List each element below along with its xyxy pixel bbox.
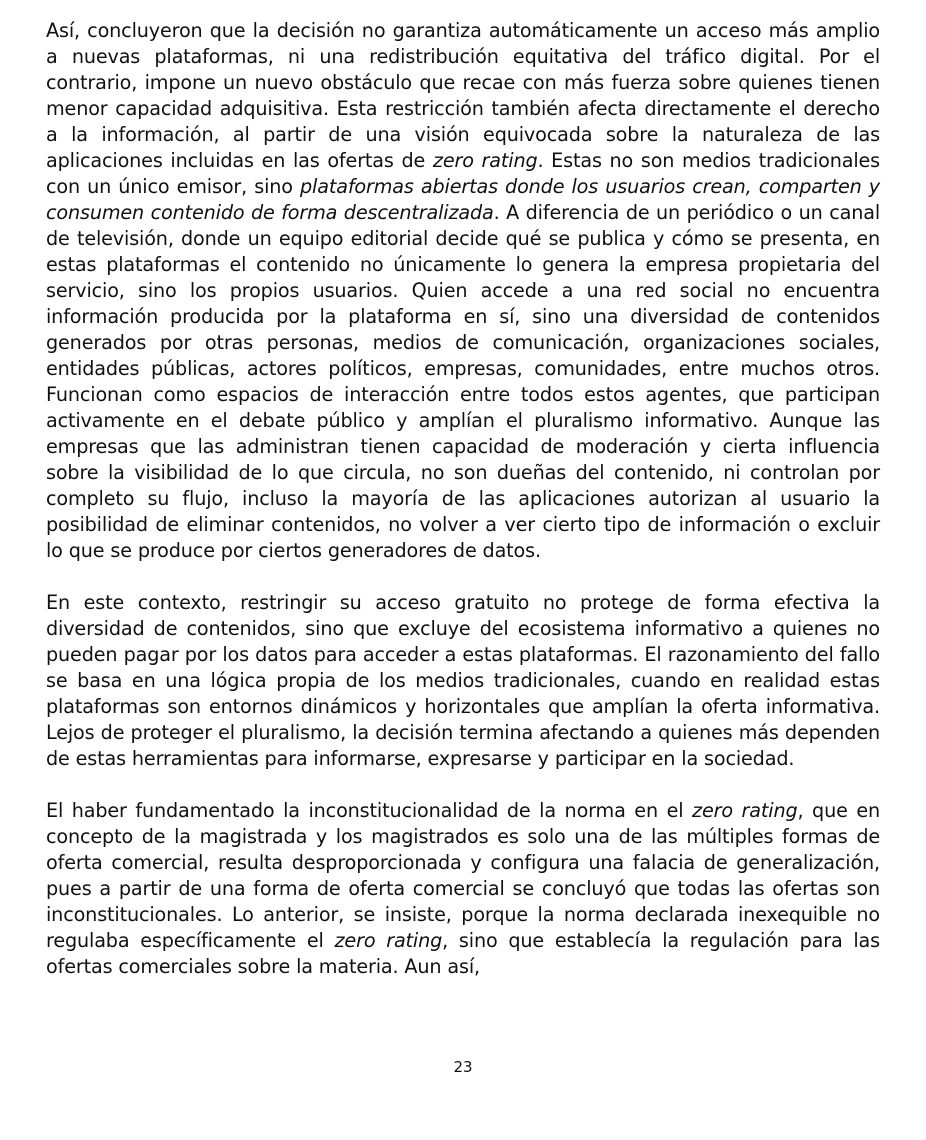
italic-phrase: plataformas abiertas donde los usuarios crean, comparten y consumen contenido de forma descentralizada xyxy=(46,175,880,224)
text-segment: . Estas no son medios tradicionales con un único emisor, sino xyxy=(46,149,881,198)
text-segment: En este contexto, restringir su acceso gratuito no protege de forma efectiva la diversidad de contenidos, sino que excluye del ecosistema informativo a quienes no pueden pagar por los datos para acceder a estas plataformas. El razonamiento del fallo se basa en una lógica propia de los medios tradicionales, cuando en realidad estas plataformas son entornos dinámicos y horizontales que amplían la oferta informativa. Lejos de proteger el pluralismo, la decisión termina afectando a quienes más dependen de estas herramientas para informarse, expresarse y participar en la sociedad. xyxy=(46,591,880,770)
text-segment: , sino que establecía la regulación para las ofertas comerciales sobre la materia. Aun así, xyxy=(46,929,881,978)
text-segment: Así, concluyeron que la decisión no garantiza automáticamente un acceso más amplio a nuevas plataformas, ni una redistribución equitativa del tráfico digital. Por el contrario, impone un nuevo obstáculo que recae con más fuerza sobre quienes tienen menor capacidad adquisitiva. Esta restricción también afecta directamente el derecho a la información, al partir de una visión equivocada sobre la naturaleza de las aplicaciones incluidas en las ofertas de xyxy=(46,19,880,172)
text-segment: El haber fundamentado la inconstitucionalidad de la norma en el xyxy=(46,799,693,822)
text-segment: , que en concepto de la magistrada y los magistrados es solo una de las múltiples formas de oferta comercial, resulta desproporcionada y configura una falacia de generalización, pues a partir de una forma de oferta comercial se concluyó que todas las ofertas son inconstitucionales. Lo anterior, se insiste, porque la norma declarada inexequible no regulaba específicamente el xyxy=(46,799,881,952)
paragraph-3 xyxy=(46,798,880,980)
italic-term-zero-rating: zero rating xyxy=(334,929,443,952)
paragraph-2 xyxy=(46,590,880,772)
italic-term-zero-rating: zero rating xyxy=(432,149,538,172)
page-number: 23 xyxy=(453,1058,473,1076)
paragraph-1 xyxy=(46,18,880,564)
text-segment: . A diferencia de un periódico o un canal de televisión, donde un equipo editorial decide qué se publica y cómo se presenta, en estas plataformas el contenido no únicamente lo genera la empresa propietaria del servicio, sino los propios usuarios. Quien accede a una red social no encuentra información producida por la plataforma en sí, sino una diversidad de contenidos generados por otras personas, medios de comunicación, organizaciones sociales, entidades públicas, actores políticos, empresas, comunidades, entre muchos otros. Funcionan como espacios de interacción entre todos estos agentes, que participan activamente en el debate público y amplían el pluralismo informativo. Aunque las empresas que las administran tienen capacidad de moderación y cierta influencia sobre la visibilidad de lo que circula, no son dueñas del contenido, ni controlan por completo su flujo, incluso la mayoría de las aplicaciones autorizan al usuario la posibilidad de eliminar contenidos, no volver a ver cierto tipo de información o excluir lo que se produce por ciertos generadores de datos. xyxy=(46,201,880,562)
italic-term-zero-rating: zero rating xyxy=(692,799,798,822)
